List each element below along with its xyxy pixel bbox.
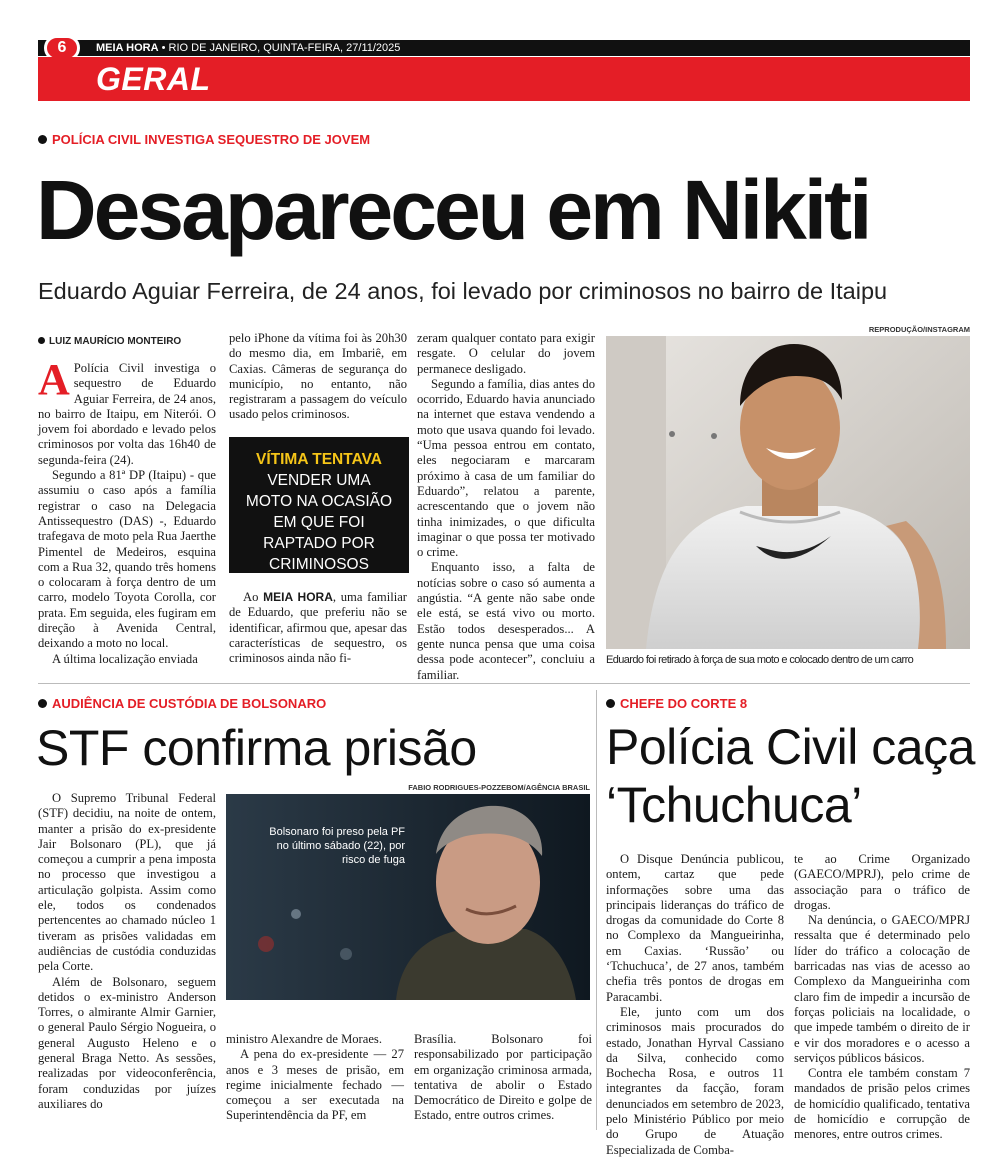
- dropcap: A: [38, 355, 70, 404]
- paragraph: Na denúncia, o GAECO/MPRJ ressalta que é determinado pelo líder do tráfico a colocação de barricadas nas vias de acesso ao Complexo da Mangueirinha com claro fim de impedir a incursão de forças policiais na localidade, o que impede também o direito de ir e vir dos moradores e o acesso a serviços públicos básicos.: [794, 913, 970, 1065]
- story3-kicker: [606, 696, 747, 712]
- dateline-text: • RIO DE JANEIRO, QUINTA-FEIRA, 27/11/2025: [158, 42, 401, 54]
- story2-column-1: [38, 791, 216, 1112]
- paragraph: pelo iPhone da vítima foi às 20h30 do mesmo dia, em Imbariê, em Caxias. Câmeras de segurança do município, no entanto, não registraram a passagem do veículo usado pelos criminosos.: [229, 331, 407, 422]
- divider: [38, 683, 970, 684]
- story2-column-3: [414, 1032, 592, 1124]
- paragraph: te ao Crime Organizado (GAECO/MPRJ), pelo crime de associação para o tráfico de drogas.: [794, 852, 970, 912]
- paragraph: O Disque Denúncia publicou, ontem, cartaz que pede informações sobre uma das principais lideranças do tráfico de drogas da comunidade do Corte 8 no Complexo da Mangueirinha, em Caxias. ‘Russão’ ou ‘Tchuchuca’, de 27 anos, também chefia três pontos de drogas em Paracambi.: [606, 852, 784, 1004]
- paragraph: zeram qualquer contato para exigir resgate. O celular do jovem permanece desligado.: [417, 331, 595, 376]
- paragraph: O Supremo Tribunal Federal (STF) decidiu, na noite de ontem, manter a prisão do ex-presidente Jair Bolsonaro (PL), que já começou a cumprir a pena imposta no processo que investigou a articulação golpista. Assim como ele, todos os condenados pertencentes ao chamado núcleo 1 tiveram as prisões validadas em audiências de custódia conduzidas pela Corte.: [38, 791, 216, 974]
- dateline: [96, 41, 400, 55]
- lead-headline: Desapareceu em Nikiti: [36, 163, 870, 257]
- lead-column-2-top: [229, 331, 407, 423]
- paragraph: ministro Alexandre de Moraes.: [226, 1032, 382, 1046]
- paper-name: MEIA HORA: [96, 42, 159, 54]
- young-man-photo-icon: [606, 336, 970, 649]
- lead-column-2-bottom: [229, 590, 407, 666]
- pull-quote-highlight: VÍTIMA TENTAVA: [256, 451, 382, 468]
- lead-kicker: [38, 132, 370, 148]
- bullet-icon: [606, 699, 615, 708]
- bullet-icon: [38, 135, 47, 144]
- lead-column-3: [417, 331, 595, 683]
- paragraph: A pena do ex-presidente — 27 anos e 3 meses de prisão, em regime inicialmente fechado — começou a ser executada na Superintendência da PF, em: [226, 1047, 404, 1123]
- story2-kicker: [38, 696, 326, 712]
- pull-quote-text: VENDER UMA MOTO NA OCASIÃO EM QUE FOI RAPTADO POR CRIMINOSOS: [245, 472, 393, 573]
- paragraph: A última localização enviada: [52, 651, 198, 666]
- byline-text: LUIZ MAURÍCIO MONTEIRO: [49, 336, 182, 347]
- story3-kicker-text: CHEFE DO CORTE 8: [620, 696, 748, 711]
- paragraph: Polícia Civil investiga o sequestro de Eduardo Aguiar Ferreira, de 24 anos, no bairro de Itaipu, em Niterói. O jovem foi abordado e levado pelos criminosos por volta das 16h40 de segunda-feira (24).: [38, 361, 216, 467]
- pull-quote: [229, 437, 409, 573]
- paragraph: Enquanto isso, a falta de notícias sobre o caso só aumenta a angústia. “A gente não sabe onde ele está, se está vivo ou morto. Estão todos desesperados... A gente nunca pensa que uma coisa dessa pode acontecer”, concluiu a familiar.: [417, 560, 595, 682]
- bullet-icon: [38, 699, 47, 708]
- lead-byline: [38, 336, 181, 347]
- photo-credit: REPRODUÇÃO/INSTAGRAM: [868, 325, 970, 334]
- story2-headline: STF confirma prisão: [36, 720, 477, 776]
- story3-column-2: [794, 852, 970, 1143]
- column-divider: [596, 690, 597, 1130]
- lead-subheadline: Eduardo Aguiar Ferreira, de 24 anos, foi levado por criminosos no bairro de Itaipu: [38, 278, 888, 304]
- paragraph: Segundo a família, dias antes do ocorrido, Eduardo havia anunciado na internet que estava vendendo a moto que usava quando foi levado. “Uma pessoa entrou em contato, eles negociaram e marcaram próximo à casa de um familiar do Eduardo”, relatou a parente, acrescentando que o jovem não tinha inimizades, o que dificulta imaginar o que possa ter motivado o crime.: [417, 376, 595, 560]
- paragraph: , uma familiar de Eduardo, que preferiu não se identificar, afirmou que, apesar das características de sequestro, os criminosos ainda não fi-: [229, 590, 407, 666]
- paragraph: Além de Bolsonaro, seguem detidos o ex-ministro Anderson Torres, o almirante Almir Garnier, o general Paulo Sérgio Nogueira, o general Augusto Heleno e o general Braga Netto. As sessões, realizadas por videoconferência, foram conduzidas por juízes auxiliares do: [38, 974, 216, 1111]
- photo-caption: Bolsonaro foi preso pela PF no último sábado (22), por risco de fuga: [269, 826, 405, 866]
- story2-column-2: [226, 1032, 404, 1124]
- paragraph: Contra ele também constam 7 mandados de prisão pelos crimes de homicídio qualificado, tentativa de homicídio e corrupção de menores, entre outros crimes.: [794, 1066, 970, 1142]
- story3-column-1: [606, 852, 784, 1158]
- story3-headline: Polícia Civil caça ‘Tchuchuca’: [606, 719, 975, 833]
- bullet-icon: [38, 337, 45, 344]
- victim-photo: [606, 336, 970, 649]
- section-title: GERAL: [96, 61, 211, 97]
- photo-credit: FABIO RODRIGUES-POZZEBOM/AGÊNCIA BRASIL: [408, 783, 590, 792]
- paper-name-inline: MEIA HORA: [263, 590, 333, 604]
- page-number: 6: [44, 35, 80, 61]
- story2-kicker-text: AUDIÊNCIA DE CUSTÓDIA DE BOLSONARO: [52, 696, 327, 711]
- photo-caption: Eduardo foi retirado à força de sua moto e colocado dentro de um carro: [606, 654, 914, 666]
- paragraph: Brasília. Bolsonaro foi responsabilizado por participação em organização criminosa armada, tentativa de abolir o Estado Democrático de Direito e golpe de Estado, entre outros crimes.: [414, 1032, 592, 1123]
- lead-column-1: [38, 355, 216, 667]
- lead-kicker-text: POLÍCIA CIVIL INVESTIGA SEQUESTRO DE JOVEM: [52, 132, 371, 147]
- paragraph-lead: Ao: [243, 590, 264, 604]
- paragraph: Segundo a 81ª DP (Itaipu) - que assumiu o caso após a família registrar o caso na Delegacia Antissequestro (DAS) -, Eduardo trafegava de moto pela Rua Jaerthe Pimentel de Medeiros, esquina com a Rua 32, quando três homens o colocaram à força dentro de um carro, modelo Toyota Corolla, cor prata. Em seguida, eles fugiram em direção à Avenida Central, deixando a moto no local.: [38, 468, 216, 651]
- paragraph: Ele, junto com um dos criminosos mais procurados do estado, Jonathan Hyrval Cassiano da Silva, conhecido como Bochecha Rosa, e outros 11 integrantes da facção, foram denunciados em setembro de 2023, pelo Ministério Público por meio do Grupo de Atuação Especializada de Comba-: [606, 1004, 784, 1157]
